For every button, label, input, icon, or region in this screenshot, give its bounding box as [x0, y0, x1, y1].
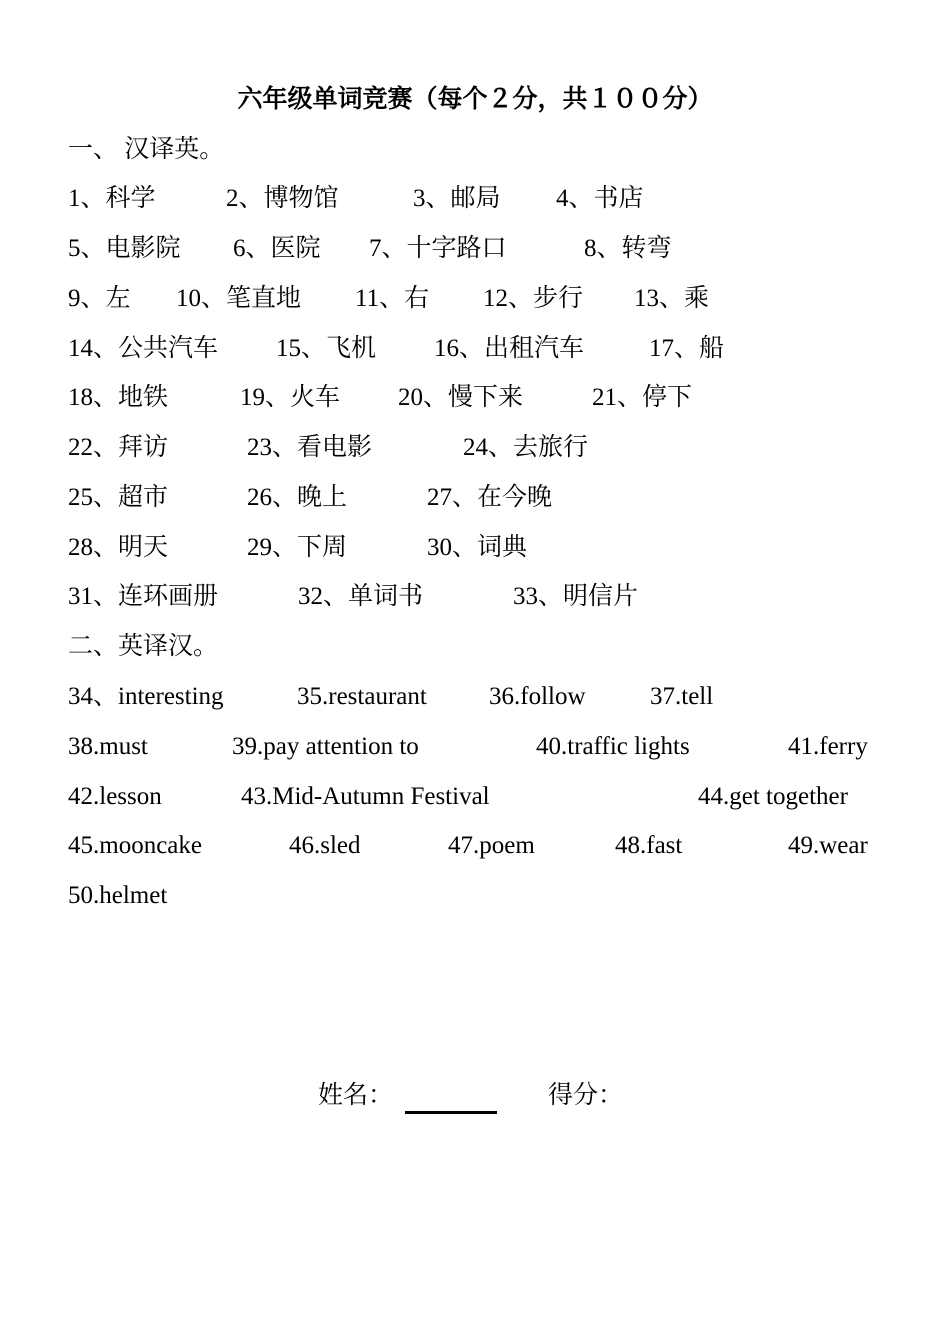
score-label: 得分： — [548, 1082, 624, 1109]
en-item-39: 39.pay attention to — [232, 733, 419, 760]
cn-item-27: 27、在今晚 — [427, 484, 553, 511]
section1-heading: 一、 汉译英。 — [68, 136, 225, 163]
cn-item-10: 10、笔直地 — [176, 285, 302, 312]
en-item-41: 41.ferry — [788, 733, 868, 760]
cn-item-16: 16、出租汽车 — [434, 335, 585, 362]
cn-item-14: 14、公共汽车 — [68, 335, 219, 362]
cn-item-29: 29、下周 — [247, 534, 348, 561]
cn-item-17: 17、船 — [649, 335, 725, 362]
cn-item-24: 24、去旅行 — [463, 434, 589, 461]
section2-heading: 二、英译汉。 — [68, 633, 219, 660]
cn-item-6: 6、医院 — [233, 235, 321, 262]
en-item-47: 47.poem — [448, 832, 535, 859]
name-blank-line[interactable] — [405, 1085, 497, 1114]
cn-item-21: 21、停下 — [592, 384, 693, 411]
en-item-48: 48.fast — [615, 832, 683, 859]
en-item-46: 46.sled — [289, 832, 361, 859]
en-item-36: 36.follow — [489, 683, 586, 710]
en-item-49: 49.wear — [788, 832, 868, 859]
cn-item-23: 23、看电影 — [247, 434, 373, 461]
cn-item-1: 1、科学 — [68, 185, 156, 212]
en-item-34: 34、interesting — [68, 683, 224, 710]
cn-item-32: 32、单词书 — [298, 583, 424, 610]
en-item-43: 43.Mid-Autumn Festival — [241, 783, 490, 810]
page-title: 六年级单词竞赛（每个２分，共１００分） — [237, 86, 713, 113]
cn-item-3: 3、邮局 — [413, 185, 501, 212]
cn-item-11: 11、右 — [355, 285, 430, 312]
en-item-38: 38.must — [68, 733, 148, 760]
cn-item-13: 13、乘 — [634, 285, 710, 312]
cn-item-2: 2、博物馆 — [226, 185, 339, 212]
en-item-40: 40.traffic lights — [536, 733, 690, 760]
cn-item-33: 33、明信片 — [513, 583, 639, 610]
en-item-44: 44.get together — [698, 783, 848, 810]
name-label: 姓名： — [318, 1082, 394, 1109]
cn-item-19: 19、火车 — [240, 384, 341, 411]
cn-item-26: 26、晚上 — [247, 484, 348, 511]
cn-item-20: 20、慢下来 — [398, 384, 524, 411]
name-field — [318, 1078, 497, 1114]
cn-item-28: 28、明天 — [68, 534, 169, 561]
cn-item-5: 5、电影院 — [68, 235, 181, 262]
cn-item-7: 7、十字路口 — [369, 235, 507, 262]
cn-item-4: 4、书店 — [556, 185, 644, 212]
cn-item-31: 31、连环画册 — [68, 583, 219, 610]
cn-item-30: 30、词典 — [427, 534, 528, 561]
en-item-45: 45.mooncake — [68, 832, 202, 859]
cn-item-8: 8、转弯 — [584, 235, 672, 262]
cn-item-22: 22、拜访 — [68, 434, 169, 461]
cn-item-12: 12、步行 — [483, 285, 584, 312]
cn-item-25: 25、超市 — [68, 484, 169, 511]
en-item-42: 42.lesson — [68, 783, 162, 810]
en-item-37: 37.tell — [650, 683, 714, 710]
cn-item-9: 9、左 — [68, 285, 131, 312]
en-item-50: 50.helmet — [68, 882, 168, 909]
cn-item-15: 15、飞机 — [276, 335, 377, 362]
cn-item-18: 18、地铁 — [68, 384, 169, 411]
en-item-35: 35.restaurant — [297, 683, 427, 710]
